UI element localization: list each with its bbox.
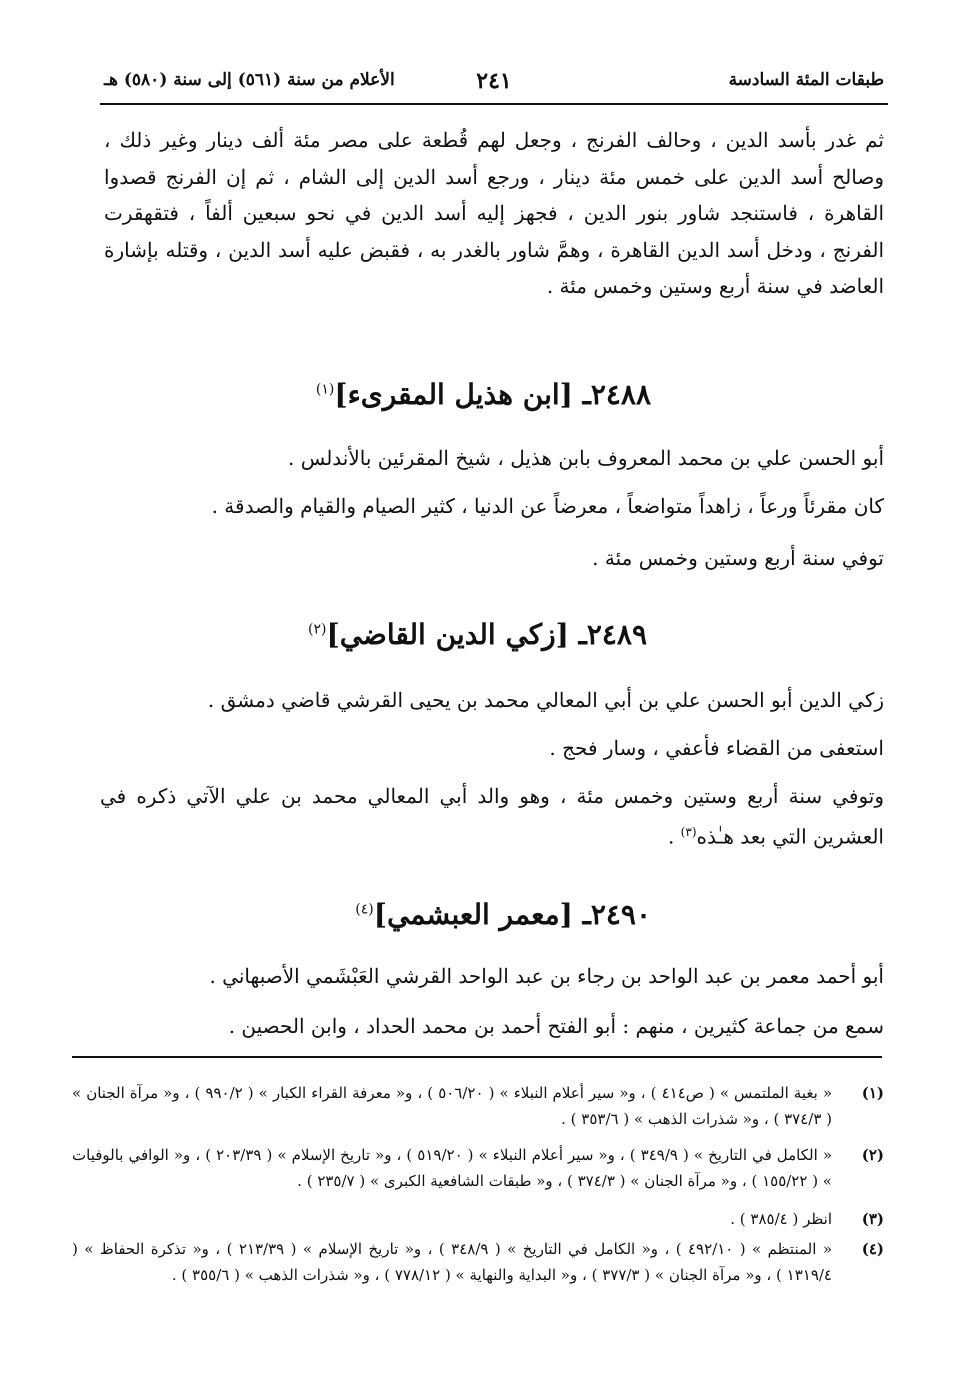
footnote-ref: (٢) — [308, 621, 327, 638]
entry-title-2488 — [316, 378, 651, 411]
opening-paragraph: ثم غدر بأسد الدين ، وحالف الفرنج ، وجعل لهم قُطعة على مصر مئة ألف دينار وغير ذلك ، وصالح أسد الدين على خمس مئة دينار ، ورجع أسد الدين إلى الشام ، ثم إن الفرنج قصدوا القاهرة ، فاستنجد شاور بنور الدين ، فجهز إليه أسد الدين في نحو سبعين ألفاً ، فتقهقرت الفرنج ، ودخل أسد الدين القاهرة ، وهمَّ شاور بالغدر به ، فقبض عليه أسد الدين ، وقتله بإشارة العاضد في سنة أربع وستين وخمس مئة . — [104, 128, 884, 299]
footnote-number: (١) — [861, 1084, 884, 1102]
footnote-2 — [72, 1142, 884, 1194]
footnote-text: « الكامل في التاريخ » ( ٣٤٩/٩ ) ، و« سير أعلام النبلاء » ( ٥١٩/٢٠ ) ، و« تاريخ الإسلام » ( ٢٠٣/٣٩ ) ، و« الوافي بالوفيات » ( ١٥٥/٢٢ ) ، و« مرآة الجنان » ( ٣٧٤/٣ ) ، و« طبقات الشافعية الكبرى » ( ٢٣٥/٧ ) . — [72, 1146, 832, 1190]
footnote-divider — [72, 1056, 882, 1058]
paragraph-tail: . — [667, 824, 681, 849]
footnote-4 — [72, 1236, 884, 1288]
header-divider — [100, 103, 888, 105]
footnote-number: (٢) — [861, 1146, 884, 1164]
footnote-ref: (١) — [315, 381, 335, 398]
footnote-1 — [72, 1080, 884, 1132]
footnote-text: انظر ( ٣٨٥/٤ ) . — [730, 1210, 832, 1228]
footnote-ref: (٤) — [355, 901, 374, 918]
running-title-left: الأعلام من سنة (٥٦١) إلى سنة (٥٨٠) هـ — [104, 70, 395, 90]
entry-title-text: ٢٤٨٩ـ [زكي الدين القاضي] — [326, 618, 647, 651]
entry-2489-paragraph-1: زكي الدين أبو الحسن علي بن أبي المعالي محمد بن يحيى القرشي قاضي دمشق . — [207, 688, 884, 712]
entry-2490-paragraph-2: سمع من جماعة كثيرين ، منهم : أبو الفتح أحمد بن محمد الحداد ، وابن الحصين . — [228, 1014, 884, 1038]
entry-2489-paragraph-2: استعفى من القضاء فأعفي ، وسار فحج . — [549, 736, 884, 760]
footnote-ref: (٣) — [680, 825, 697, 839]
footnote-text: « بغية الملتمس » ( ص٤١٤ ) ، و« سير أعلام النبلاء » ( ٥٠٦/٢٠ ) ، و« معرفة القراء الكبار » ( ٩٩٠/٢ ) ، و« مرآة الجنان » ( ٣٧٤/٣ ) ، و« شذرات الذهب » ( ٣٥٣/٦ ) . — [72, 1084, 832, 1128]
entry-2488-paragraph-1: أبو الحسن علي بن محمد المعروف بابن هذيل ، شيخ المقرئين بالأندلس . — [288, 446, 884, 470]
running-title-right: طبقات المئة السادسة — [728, 70, 884, 90]
entry-2490-paragraph-1: أبو أحمد معمر بن عبد الواحد بن رجاء بن عبد الواحد القرشي العَبْشَمي الأصبهاني . — [209, 964, 884, 988]
entry-title-text: ٢٤٩٠ـ [معمر العبشمي] — [373, 898, 651, 931]
entry-title-2490 — [355, 898, 651, 931]
paragraph-text: وتوفي سنة أربع وستين وخمس مئة ، وهو والد أبي المعالي محمد بن علي الآتي ذكره في العشرين التي بعد هـٰذه — [100, 784, 884, 849]
footnote-3 — [72, 1206, 884, 1232]
page-header — [104, 66, 884, 102]
footnote-number: (٤) — [861, 1240, 884, 1258]
entry-2489-paragraph-3 — [100, 778, 884, 855]
entry-2488-paragraph-2: كان مقرئاً ورعاً ، زاهداً متواضعاً ، معرضاً عن الدنيا ، كثير الصيام والقيام والصدقة . — [211, 494, 884, 518]
footnote-number: (٣) — [861, 1210, 884, 1228]
page-number: ٢٤١ — [476, 68, 512, 94]
entry-2488-paragraph-3: توفي سنة أربع وستين وخمس مئة . — [592, 546, 884, 570]
footnote-text: « المنتظم » ( ٤٩٢/١٠ ) ، و« الكامل في التاريخ » ( ٣٤٨/٩ ) ، و« تاريخ الإسلام » ( ٢١٣/٣٩ ) ، و« تذكرة الحفاظ » ( ١٣١٩/٤ ) ، و« مرآة الجنان » ( ٣٧٧/٣ ) ، و« البداية والنهاية » ( ٧٧٨/١٢ ) ، و« شذرات الذهب » ( ٣٥٥/٦ ) . — [72, 1240, 832, 1284]
entry-title-text: ٢٤٨٨ـ [ابن هذيل المقرىء] — [334, 378, 651, 411]
entry-title-2489 — [308, 618, 647, 651]
